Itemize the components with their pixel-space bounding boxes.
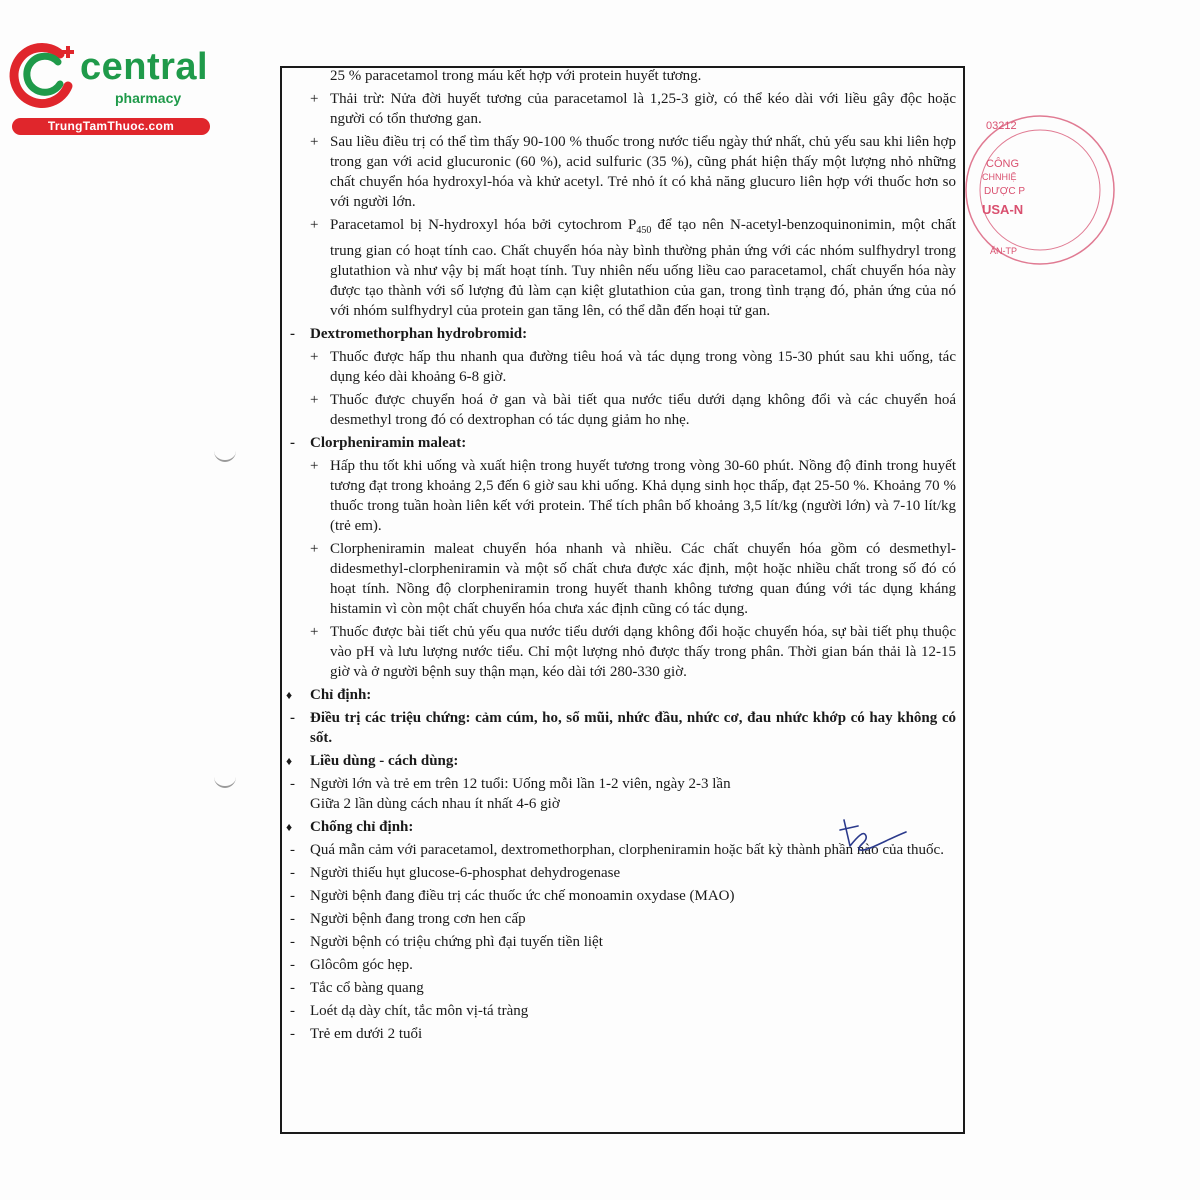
dosage-line: Giữa 2 lần dùng cách nhau ít nhất 4-6 giờ [310,796,560,812]
list-item: + Thuốc được bài tiết chủ yếu qua nước tiểu dưới dạng không đổi hoặc chuyển hóa, sự bài tiết phụ thuộc vào pH và lưu lượng nước tiểu. Chỉ một lượng nhỏ được thấy trong phân. Thời gian bán thải là 12-15 giờ và ở người bệnh suy thận mạn, kéo dài tới 280-330 giờ. [310,624,956,680]
stamp-line: USA-N [982,202,1024,217]
stamp-line: DƯỢC P [984,186,1026,197]
logo-website: TrungTamThuoc.com [12,118,210,135]
contraindication-item: - Quá mẫn cảm với paracetamol, dextromethorphan, clorpheniramin hoặc bất kỳ thành phần nào của thuốc. [290,842,944,858]
contraindication-item: - Người bệnh đang điều trị các thuốc ức chế monoamin oxydase (MAO) [290,888,735,904]
diamond-bullet-icon: ♦ [286,820,293,834]
paragraph: 25 % paracetamol trong máu kết hợp với protein huyết tương. [330,68,702,84]
punch-hole [214,770,236,788]
contraindication-item: - Người bệnh đang trong cơn hen cấp [290,911,526,927]
list-item: + Paracetamol bị N-hydroxyl hóa bởi cytochrom $P_{450}$ để tạo nên N-acetyl-benzoquinonimin, một chất trung gian có hoạt tính cao. Chất chuyển hóa này bình thường phản ứng với các nhóm sulfhydryl trong glutathion và như vậy bị mất hoạt tính. Tuy nhiên nếu uống liều cao paracetamol, chất chuyển hóa này được tạo thành với số lượng đủ làm cạn kiệt glutathion của gan, trong tình trạng đó, phản ứng của nó với nhóm sulfhydryl của protein gan tăng lên, có thể dẫn đến hoại tử gan. [310,217,957,319]
contraindication-item: - Người thiếu hụt glucose-6-phosphat dehydrogenase [290,865,621,881]
section-heading-contraindication: ♦ Chống chỉ định: [286,819,414,835]
contraindication-item: - Loét dạ dày chít, tắc môn vị-tá tràng [290,1003,529,1019]
section-heading-dextromethorphan: - Dextromethorphan hydrobromid: [290,326,528,342]
diamond-bullet-icon: ♦ [286,688,293,702]
stamp-line: CÔNG [986,158,1019,170]
document-body [288,66,956,1047]
logo-name: central [80,46,209,88]
logo-subtitle: pharmacy [115,90,182,106]
contraindication-item: - Người bệnh có triệu chứng phì đại tuyến tiền liệt [290,934,603,950]
signature-mark [836,806,916,866]
section-heading-dosage: ♦ Liều dùng - cách dùng: [286,753,459,769]
dosage-line: - Người lớn và trẻ em trên 12 tuổi: Uống mỗi lần 1-2 viên, ngày 2-3 lần [290,776,731,792]
section-heading-indication: ♦ Chỉ định: [286,687,372,703]
stamp-line: 03212 [986,120,1017,132]
punch-hole [214,444,236,462]
stamp-line: CHNHIỆ [982,172,1017,182]
indication-text: - Điều trị các triệu chứng: cảm cúm, ho, sổ mũi, nhức đầu, nhức cơ, đau nhức khớp có hay không có sốt. [290,710,956,746]
section-heading-clorpheniramin: - Clorpheniramin maleat: [290,435,467,451]
diamond-bullet-icon: ♦ [286,754,293,768]
contraindication-item: - Tắc cổ bàng quang [290,980,424,996]
list-item: + Clorpheniramin maleat chuyển hóa nhanh và nhiều. Các chất chuyển hóa gồm có desmethyl-didesmethyl-clorpheniramin và một số chất chưa được xác định, một hoặc nhiều chất trong số đó có hoạt tính. Nồng độ clorpheniramin trong huyết thanh không tương quan đúng với tác dụng kháng histamin vì còn một chất chuyển hóa chưa xác định cũng có tác dụng. [310,541,956,617]
list-item: + Hấp thu tốt khi uống và xuất hiện trong huyết tương trong vòng 30-60 phút. Nồng độ đỉnh trong huyết tương đạt trong khoảng 2,5 đến 6 giờ sau khi uống. Khả dụng sinh học thấp, đạt 25-50 %. Khoảng 70 % thuốc trong tuần hoàn liên kết với protein. Thể tích phân bố khoảng 3,5 lít/kg (người lớn) và 7-10 lít/kg (trẻ em). [310,458,956,534]
list-item: + Thuốc được hấp thu nhanh qua đường tiêu hoá và tác dụng trong vòng 15-30 phút sau khi uống, tác dụng kéo dài khoảng 6-8 giờ. [310,349,956,385]
contraindication-item: - Trẻ em dưới 2 tuổi [290,1026,423,1042]
stamp-line: ẤN-TP [990,246,1017,256]
list-item: + Sau liều điều trị có thể tìm thấy 90-100 % thuốc trong nước tiểu ngày thứ nhất, chủ yếu sau khi liên hợp trong gan với acid glucuronic (60 %), acid sulfuric (35 %), cũng phát hiện thấy một lượng nhỏ những chất chuyển hóa hydroxyl-hóa và khử acetyl. Trẻ nhỏ ít có khả năng glucuro liên hợp với thuốc hơn so với người lớn. [310,134,956,210]
list-item: + Thải trừ: Nửa đời huyết tương của paracetamol là 1,25-3 giờ, có thể kéo dài với liều gây độc hoặc người có tổn thương gan. [310,91,956,127]
pharmacy-cross-icon [10,40,80,110]
list-item: + Thuốc được chuyển hoá ở gan và bài tiết qua nước tiểu dưới dạng không đổi và các chuyển hoá desmethyl trong đó có dextrophan có tác dụng giảm ho nhẹ. [310,392,956,428]
company-stamp [980,110,1026,270]
central-pharmacy-logo[interactable] [10,36,215,140]
contraindication-item: - Glôcôm góc hẹp. [290,957,413,973]
